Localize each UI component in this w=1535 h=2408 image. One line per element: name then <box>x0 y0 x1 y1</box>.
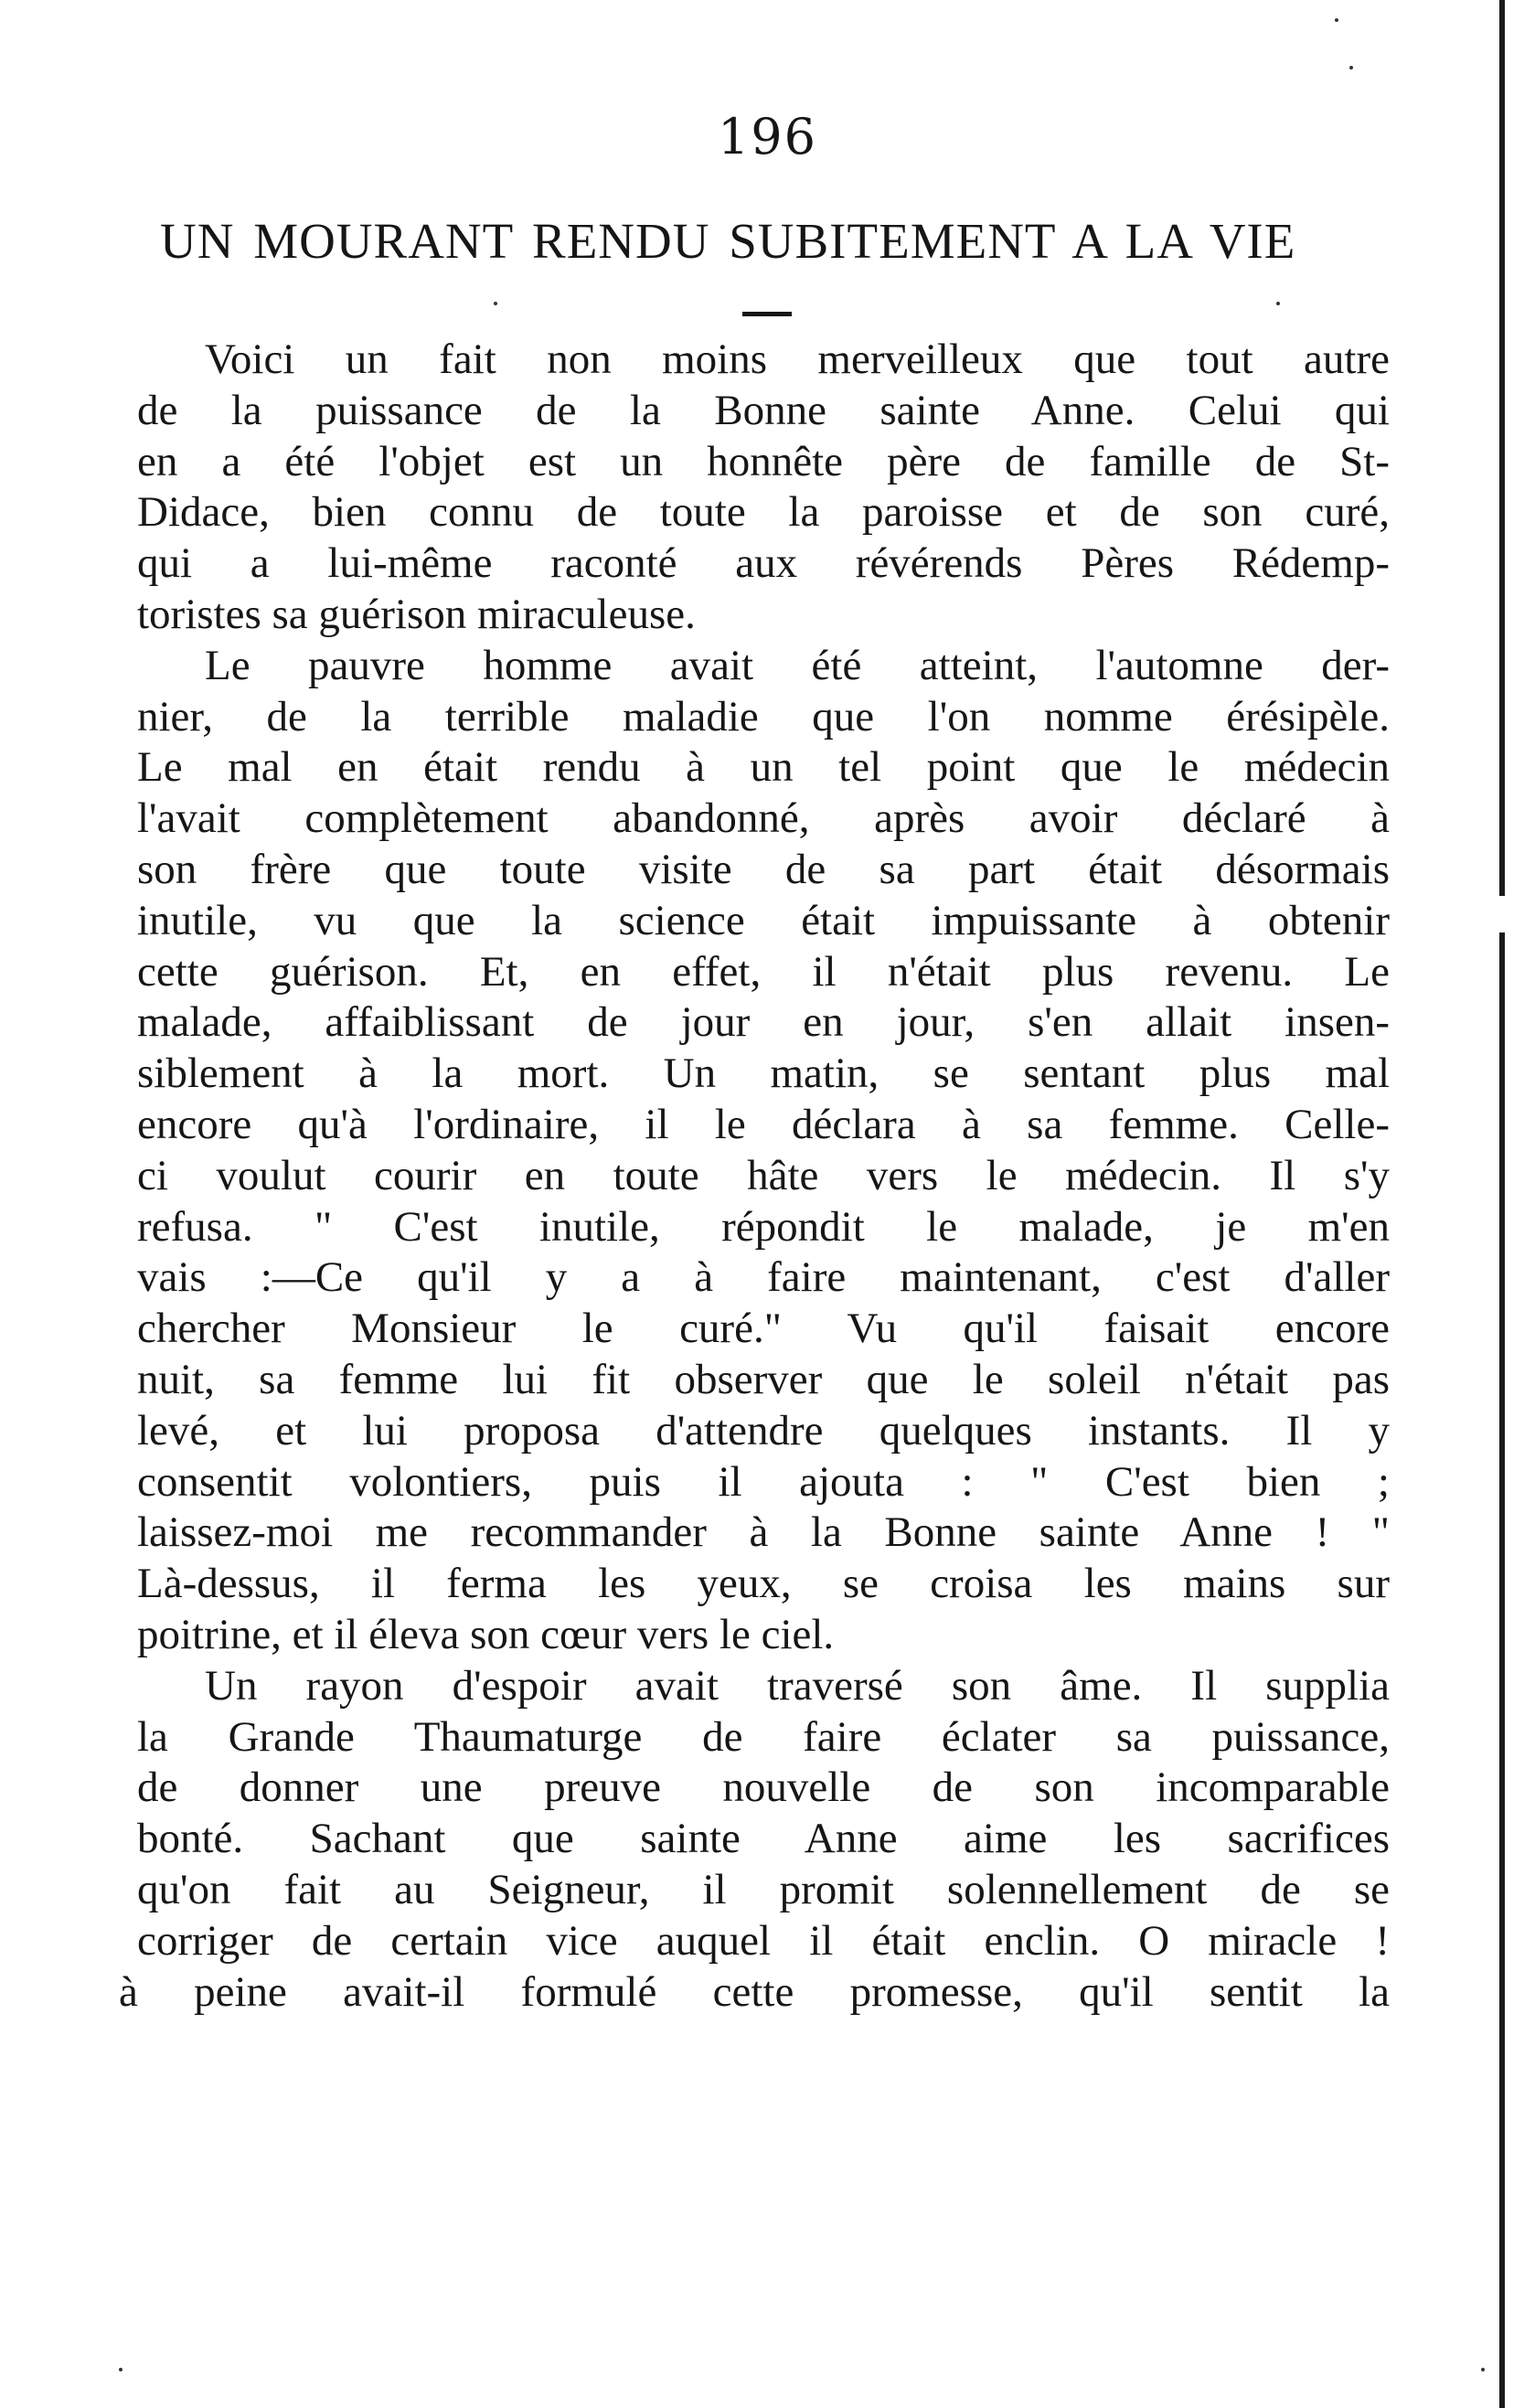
page-edge-gap <box>1498 896 1507 932</box>
text-line: de donner une preuve nouvelle de son incomparable <box>137 1763 1390 1812</box>
text-line: de la puissance de la Bonne sainte Anne. Celui qui <box>137 386 1390 434</box>
chapter-title: UN MOURANT RENDU SUBITEMENT A LA VIE <box>160 213 1296 269</box>
text-line: inutile, vu que la science était impuissante à obtenir <box>137 896 1390 944</box>
text-line: l'avait complètement abandonné, après avoir déclaré à <box>137 794 1390 843</box>
print-speck <box>1335 18 1338 22</box>
text-line: malade, affaiblissant de jour en jour, s'en allait insen- <box>137 998 1390 1047</box>
text-line: cette guérison. Et, en effet, il n'était plus revenu. Le <box>137 947 1390 996</box>
text-line: nuit, sa femme lui fit observer que le soleil n'était pas <box>137 1355 1390 1403</box>
text-line: poitrine, et il éleva son cœur vers le ciel. <box>137 1610 835 1658</box>
text-line: Le mal en était rendu à un tel point que le médecin <box>137 743 1390 792</box>
text-line: refusa. " C'est inutile, répondit le malade, je m'en <box>137 1202 1390 1251</box>
print-speck <box>119 2368 123 2371</box>
text-line: laissez-moi me recommander à la Bonne sainte Anne ! " <box>137 1508 1390 1557</box>
text-line: chercher Monsieur le curé." Vu qu'il faisait encore <box>137 1305 1390 1353</box>
text-line: Le pauvre homme avait été atteint, l'automne der- <box>205 641 1390 689</box>
text-line: qu'on fait au Seigneur, il promit solennellement de se <box>137 1865 1390 1913</box>
text-line: Un rayon d'espoir avait traversé son âme. Il supplia <box>205 1661 1390 1710</box>
page-edge-rule <box>1499 0 1505 2408</box>
text-line: levé, et lui proposa d'attendre quelques instants. Il y <box>137 1406 1390 1454</box>
print-speck <box>1349 66 1353 69</box>
text-line: vais :—Ce qu'il y a à faire maintenant, c'est d'aller <box>137 1253 1390 1302</box>
text-line: toristes sa guérison miraculeuse. <box>137 590 696 638</box>
text-line: à peine avait-il formulé cette promesse, qu'il sentit la <box>119 1967 1390 2016</box>
text-line: corriger de certain vice auquel il était enclin. O miracle ! <box>137 1916 1390 1965</box>
text-line: siblement à la mort. Un matin, se sentant plus mal <box>137 1050 1390 1098</box>
print-speck <box>1276 302 1280 305</box>
text-line: ci voulut courir en toute hâte vers le médecin. Il s'y <box>137 1151 1390 1199</box>
text-line: qui a lui-même raconté aux révérends Pères Rédemp- <box>137 539 1390 588</box>
page-number: 196 <box>717 108 818 165</box>
text-line: Didace, bien connu de toute la paroisse et de son curé, <box>137 488 1390 537</box>
text-line: consentit volontiers, puis il ajouta : " C'est bien ; <box>137 1457 1390 1506</box>
text-line: encore qu'à l'ordinaire, il le déclara à sa femme. Celle- <box>137 1100 1390 1148</box>
title-separator <box>742 312 792 316</box>
text-line: nier, de la terrible maladie que l'on nomme érésipèle. <box>137 692 1390 741</box>
print-speck <box>494 302 497 305</box>
text-line: en a été l'objet est un honnête père de famille de St- <box>137 437 1390 485</box>
print-speck <box>1481 2368 1485 2371</box>
body-text <box>119 335 1390 2018</box>
text-line: la Grande Thaumaturge de faire éclater sa puissance, <box>137 1712 1390 1761</box>
text-line: Voici un fait non moins merveilleux que tout autre <box>205 336 1390 383</box>
text-line: Là-dessus, il ferma les yeux, se croisa les mains sur <box>137 1560 1390 1608</box>
text-line: son frère que toute visite de sa part était désormais <box>137 845 1390 893</box>
text-line: bonté. Sachant que sainte Anne aime les sacrifices <box>137 1815 1390 1863</box>
